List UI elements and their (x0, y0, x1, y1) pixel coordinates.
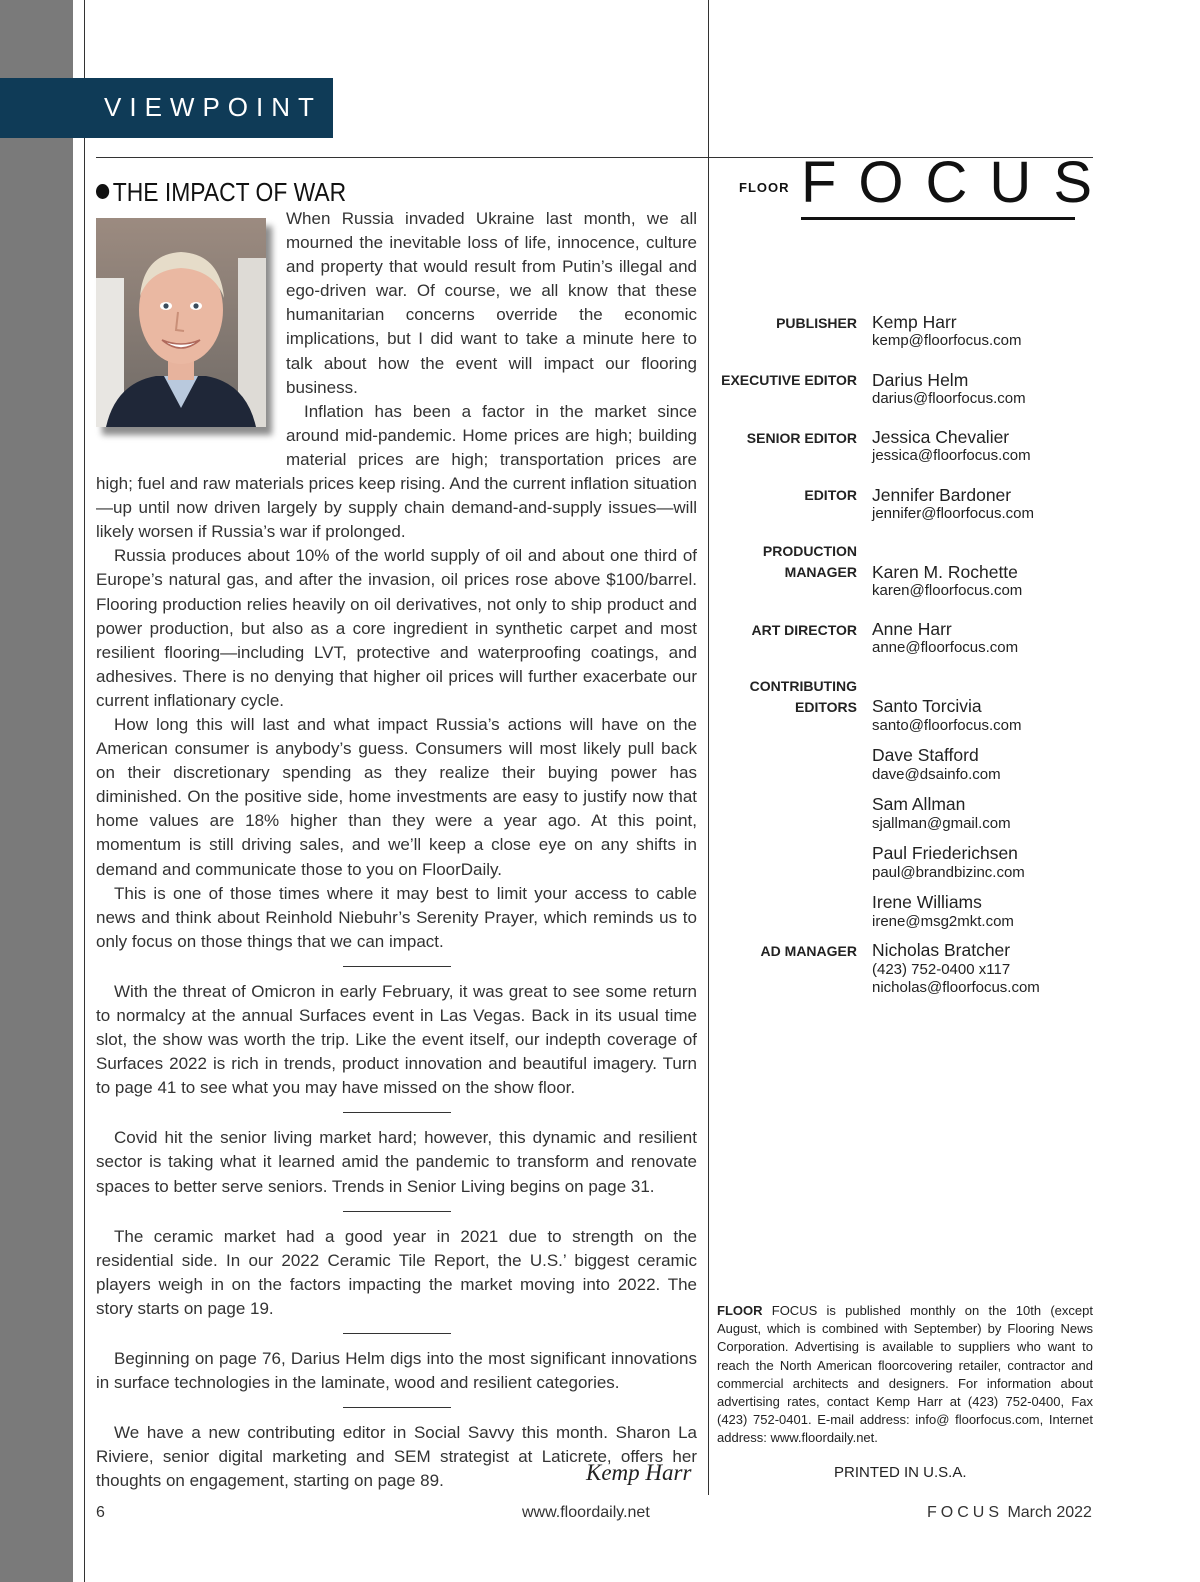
contributor-email[interactable]: paul@brandbizinc.com (872, 864, 1025, 881)
header-rule-left (96, 157, 708, 158)
left-margin-bar (0, 0, 73, 1582)
ad-manager-email[interactable]: nicholas@floorfocus.com (872, 979, 1040, 996)
article-paragraph: Russia produces about 10% of the world supply of oil and about one third of Europe’s natural gas, and after the invasion, oil prices rose above $100/barrel. Flooring production relies heavily on oil derivatives, not only to ship product and power production, but also as a core ingredient in synthetic carpet and most resilient flooring—including LVT, protective and waterproofing coatings, and adhesives. There is no denying that higher oil prices will further exacerbate our current inflationary cycle. (96, 546, 697, 710)
section-separator (343, 966, 451, 967)
pub-note-floor: FLOOR (717, 1303, 763, 1318)
footer-date: March 2022 (1007, 1504, 1092, 1521)
masthead-floor: FLOOR (739, 180, 790, 195)
pub-note-focus: FOCUS (771, 1303, 818, 1318)
production-label-line-1: PRODUCTION (762, 543, 857, 559)
article-paragraph: When Russia invaded Ukraine last month, we all mourned the inevitable loss of life, innocence, culture and property that would result from Putin’s illegal and ego-driven war. Of course, we all know that these humanitarian concerns override the economic implications, but I did want to take a minute here to talk about how the event will impact our flooring business. (286, 209, 697, 397)
page-number: 6 (96, 1504, 105, 1521)
headline-text: THE IMPACT OF WAR (112, 177, 347, 207)
section-banner-label: VIEWPOINT (104, 92, 322, 122)
publication-note (717, 1302, 1093, 1448)
article-body (96, 207, 697, 1494)
editor-name: Jennifer Bardoner (872, 485, 1012, 505)
art-director-label: ART DIRECTOR (751, 622, 857, 638)
contributor-name: Paul Friederichsen (872, 843, 1018, 863)
article-paragraph: Beginning on page 76, Darius Helm digs into the most significant innovations in surface technologies in the laminate, wood and resilient categories. (96, 1349, 697, 1393)
executive-editor-email[interactable]: darius@floorfocus.com (872, 390, 1026, 407)
production-manager-name: Karen M. Rochette (872, 562, 1018, 582)
article-headline (96, 177, 346, 208)
contributor-email[interactable]: dave@dsainfo.com (872, 766, 1001, 783)
contributor-name: Irene Williams (872, 892, 982, 912)
ad-manager-name: Nicholas Bratcher (872, 940, 1011, 960)
contributor-email[interactable]: sjallman@gmail.com (872, 815, 1011, 832)
masthead-focus: FOCUS (801, 150, 1114, 215)
art-director-name: Anne Harr (872, 619, 952, 639)
article-paragraph: The ceramic market had a good year in 2021 due to strength on the residential side. In our 2022 Ceramic Tile Report, the U.S.’ biggest ceramic players weigh in on the factors impacting the market moving into 2022. The story starts on page 19. (96, 1226, 697, 1318)
author-signature: Kemp Harr (586, 1460, 692, 1485)
editor-label: EDITOR (804, 487, 857, 503)
contributor-email[interactable]: santo@floorfocus.com (872, 717, 1022, 734)
executive-editor-name: Darius Helm (872, 370, 969, 390)
footer-issue (927, 1504, 1092, 1522)
article-paragraph: We have a new contributing editor in Social Savvy this month. Sharon La Riviere, senior digital marketing and SEM strategist at Laticrete, offers her thoughts on engagement, starting on page 89. (96, 1423, 697, 1491)
section-separator (343, 1112, 451, 1113)
contributing-label-line-1: CONTRIBUTING (749, 678, 857, 694)
section-separator (343, 1407, 451, 1408)
production-manager-email[interactable]: karen@floorfocus.com (872, 582, 1023, 599)
contributor-name: Sam Allman (872, 794, 966, 814)
bullet-icon (96, 184, 109, 199)
senior-editor-email[interactable]: jessica@floorfocus.com (872, 447, 1031, 464)
contributing-label-line-2: EDITORS (795, 699, 857, 715)
publisher-email[interactable]: kemp@floorfocus.com (872, 332, 1022, 349)
printed-in: PRINTED IN U.S.A. (834, 1464, 967, 1481)
article-paragraph: Covid hit the senior living market hard; however, this dynamic and resilient sector is taking what it learned amid the pandemic to transform and renovate spaces to better serve seniors. Trends in Senior Living begins on page 31. (96, 1128, 697, 1196)
executive-editor-label: EXECUTIVE EDITOR (721, 372, 857, 388)
senior-editor-name: Jessica Chevalier (872, 427, 1010, 447)
footer-brand: FOCUS (927, 1504, 1003, 1521)
contributor-email[interactable]: irene@msg2mkt.com (872, 913, 1014, 930)
ad-manager-label: AD MANAGER (760, 943, 857, 959)
article-paragraph: This is one of those times where it may best to limit your access to cable news and think about Reinhold Niebuhr’s Serenity Prayer, which reminds us to only focus on those things that we can impact. (96, 883, 697, 951)
publisher-label: PUBLISHER (776, 315, 857, 331)
left-rule (84, 0, 85, 1582)
column-divider (708, 0, 709, 1495)
section-separator (343, 1211, 451, 1212)
art-director-email[interactable]: anne@floorfocus.com (872, 639, 1019, 656)
ad-manager-phone: (423) 752-0400 x117 (872, 961, 1011, 978)
editor-email[interactable]: jennifer@floorfocus.com (872, 505, 1034, 522)
article-paragraph: Inflation has been a factor in the market since around mid-pandemic. Home prices are high; building material prices are high; transportation prices are high; fuel and raw materials prices keep rising. And the current inflation situation—up until now driven largely by supply chain demand-and-supply issues—will likely worsen if Russia’s war if prolonged. (96, 401, 697, 542)
publisher-name: Kemp Harr (872, 312, 957, 332)
contributor-name: Dave Stafford (872, 745, 979, 765)
article-paragraph: With the threat of Omicron in early February, it was great to see some return to normalcy at the annual Surfaces event in Las Vegas. Back in its usual time slot, the show was worth the trip. Like the event itself, our indepth coverage of Surfaces 2022 is rich in trends, product innovation and beautiful imagery. Turn to page 41 to see what you may have missed on the show floor. (96, 981, 697, 1098)
footer-url[interactable]: www.floordaily.net (522, 1504, 650, 1521)
contributor-name: Santo Torcivia (872, 696, 982, 716)
section-banner (0, 78, 333, 138)
masthead-underline (801, 217, 1075, 220)
production-label-line-2: MANAGER (784, 564, 857, 580)
section-separator (343, 1333, 451, 1334)
article-paragraph: How long this will last and what impact Russia’s actions will have on the American consumer is anybody’s guess. Consumers will most likely pull back on their discretionary spending as they realize their buying power has diminished. On the positive side, home investments are easy to justify now that home values are 18% higher than they were a year ago. At this point, momentum is still driving sales, and we’ll keep a close eye on any shifts in demand and communicate those to you on FloorDaily. (96, 714, 697, 879)
senior-editor-label: SENIOR EDITOR (746, 430, 857, 446)
photo-wrap-spacer (96, 207, 286, 449)
pub-note-text: is published monthly on the 10th (except August, which is combined with September) by Flooring News Corporation. Advertising is available to suppliers who want to reach the North American floorcovering retailer, contractor and commercial architects and designers. For information about advertising rates, contact Kemp Harr at (423) 752-0400, Fax (423) 752-0401. E-mail address: info@ floorfocus.com, Internet address: www.floordaily.net. (717, 1303, 1093, 1446)
